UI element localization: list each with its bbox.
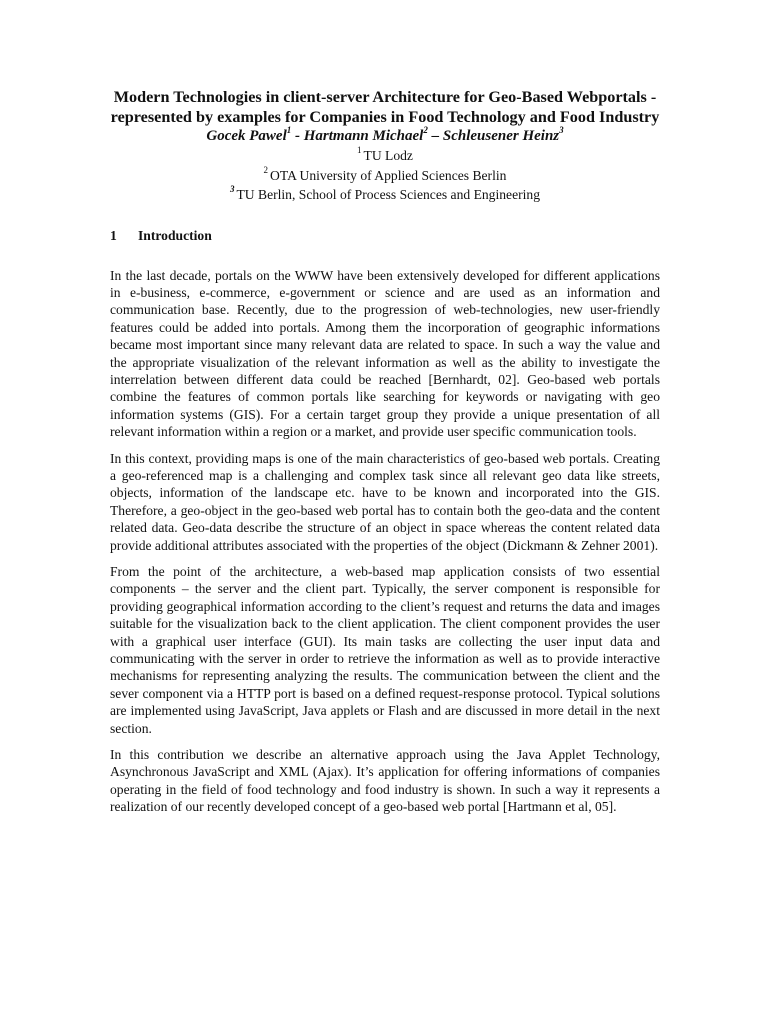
affiliation-mark: 1 xyxy=(357,145,362,156)
body-paragraph: In this context, providing maps is one of the main characteristics of geo-based web portals. Creating a geo-referenced map is a challenging and complex task since all relevant geo data like streets, objects, information of the landscape etc. have to be known and incorporated into the GIS. Therefore, a geo-object in the geo-based web portal has to contain both the geo-data and the content related data. Geo-data describe the structure of an object in space whereas the content related data provide additional attributes associated with the properties of the object (Dickmann & Zehner 2001). xyxy=(110,450,660,553)
affiliation xyxy=(110,185,660,205)
body-paragraph: In the last decade, portals on the WWW have been extensively developed for different applications in e-business, e-commerce, e-government or science and are used as an information and communication base. Recently, due to the progression of web-technologies, new user-friendly features could be added into portals. Among them the incorporation of geographic informations became most important since many relevant data are related to space. In such a way the value and the appropriate visualization of the relevant information as well as the ability to investigate the interrelation between different data could be reached [Bernhardt, 02]. Geo-based web portals combine the features of common portals like searching for keywords or navigating with geo information systems (GIS). For a certain target group they provide a unique presentation of all relevant information within a region or a market, and provide user specific communication tools. xyxy=(110,267,660,440)
body-paragraph: In this contribution we describe an alternative approach using the Java Applet Technology, Asynchronous JavaScript and XML (Ajax). It’s application for offering informations of companies operating in the field of food technology and food industry is shown. In such a way it represents a realization of our recently developed concept of a geo-based web portal [Hartmann et al, 05]. xyxy=(110,747,660,815)
section-number: 1 xyxy=(110,227,117,243)
author-name: Gocek Pawel xyxy=(206,128,287,144)
affiliation-mark: 2 xyxy=(263,164,269,175)
author-separator: – xyxy=(427,128,443,144)
affiliation xyxy=(110,166,660,186)
author-name: Schleusener Heinz xyxy=(442,128,560,144)
affiliation xyxy=(110,146,660,166)
paper-page xyxy=(110,88,660,816)
section-title: Introduction xyxy=(138,227,212,243)
affiliation-text: OTA University of Applied Sciences Berlin xyxy=(270,167,507,183)
author-separator: - xyxy=(291,128,304,144)
affiliation-text: TU Berlin, School of Process Sciences and Engineering xyxy=(236,187,541,202)
author-name: Hartmann Michael xyxy=(303,128,424,144)
author-affiliation-mark: 1 xyxy=(286,125,292,135)
author-affiliation-mark: 3 xyxy=(559,125,564,135)
body-paragraph: From the point of the architecture, a web-based map application consists of two essential components – the server and the client part. Typically, the server component is responsible for providing geographical information according to the client’s request and returns the data and images suitable for the visualization back to the client application. The client component provides the user with a graphical user interface (GUI). Its main tasks are collecting the user input data and communicating with the server in order to retrieve the information as well as to provide interactive mechanisms for representing analyzing the results. The communication between the client and the sever component via a HTTP port is based on a defined request-response protocol. Typical solutions are implemented using JavaScript, Java applets or Flash and are discussed in more detail in the next section. xyxy=(110,564,660,736)
author-line xyxy=(110,127,660,146)
section-heading xyxy=(110,227,660,245)
paper-title: Modern Technologies in client-server Architecture for Geo-Based Webportals - represented by examples for Companies in Food Technology and Food Industry xyxy=(110,88,660,126)
affiliation-mark: 3 xyxy=(229,184,235,195)
affiliation-text: TU Lodz xyxy=(363,148,413,163)
author-affiliation-mark: 2 xyxy=(423,125,428,135)
